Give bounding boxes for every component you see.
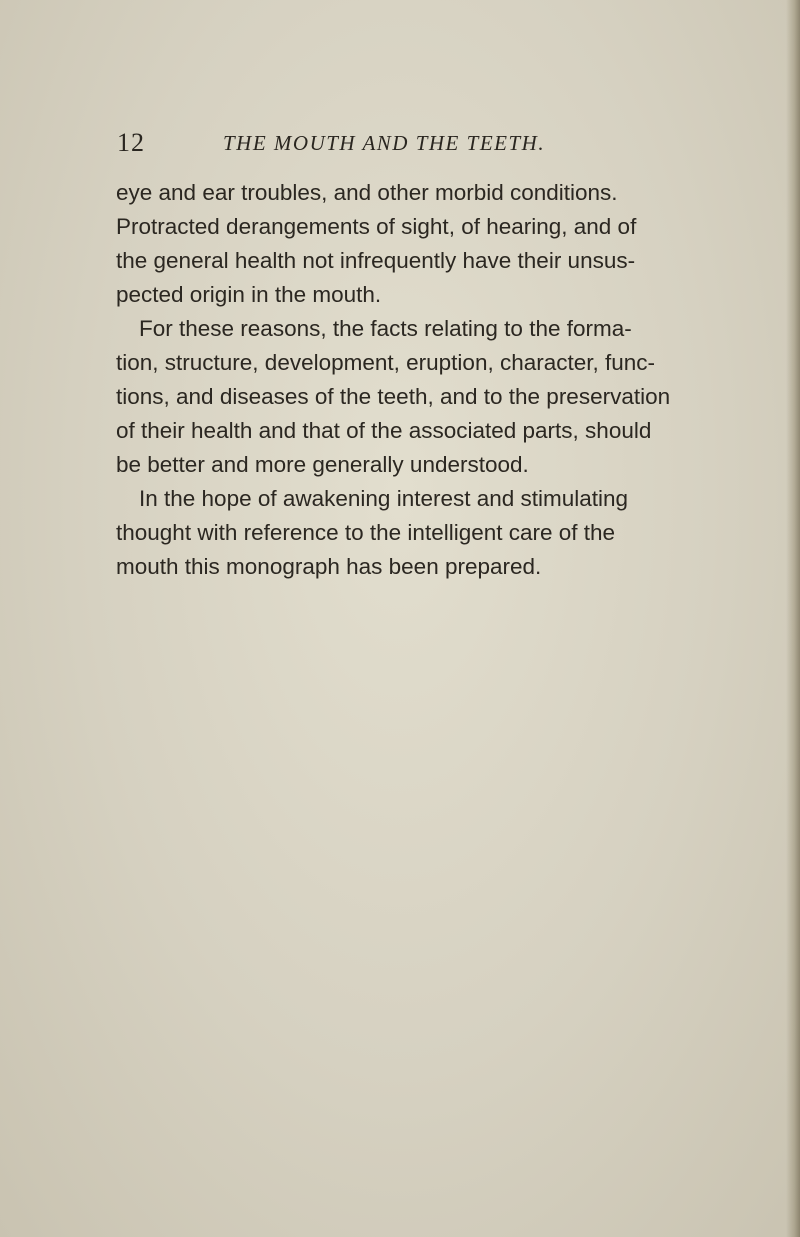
paragraph-start-line: In the hope of awakening interest and stimulating — [139, 486, 629, 511]
text-line: thought with reference to the intelligent care of the — [116, 520, 616, 545]
page-header — [117, 128, 617, 164]
text-line: mouth this monograph has been prepared. — [116, 554, 542, 579]
text-line: of their health and that of the associated parts, should — [116, 418, 652, 443]
text-line: Protracted derangements of sight, of hearing, and of — [116, 214, 637, 239]
body-text — [116, 176, 716, 584]
paragraph-start-line: For these reasons, the facts relating to the forma- — [139, 316, 632, 341]
text-line: tion, structure, development, eruption, character, func- — [116, 350, 656, 375]
text-line: tions, and diseases of the teeth, and to the preservation — [116, 384, 671, 409]
page-edge-shadow — [786, 0, 800, 1237]
text-line: pected origin in the mouth. — [116, 282, 382, 307]
text-line: be better and more generally understood. — [116, 452, 529, 477]
text-line: the general health not infrequently have their unsus- — [116, 248, 636, 273]
text-line: eye and ear troubles, and other morbid conditions. — [116, 180, 618, 205]
page-number: 12 — [117, 128, 145, 157]
running-head: THE MOUTH AND THE TEETH. — [223, 131, 546, 155]
